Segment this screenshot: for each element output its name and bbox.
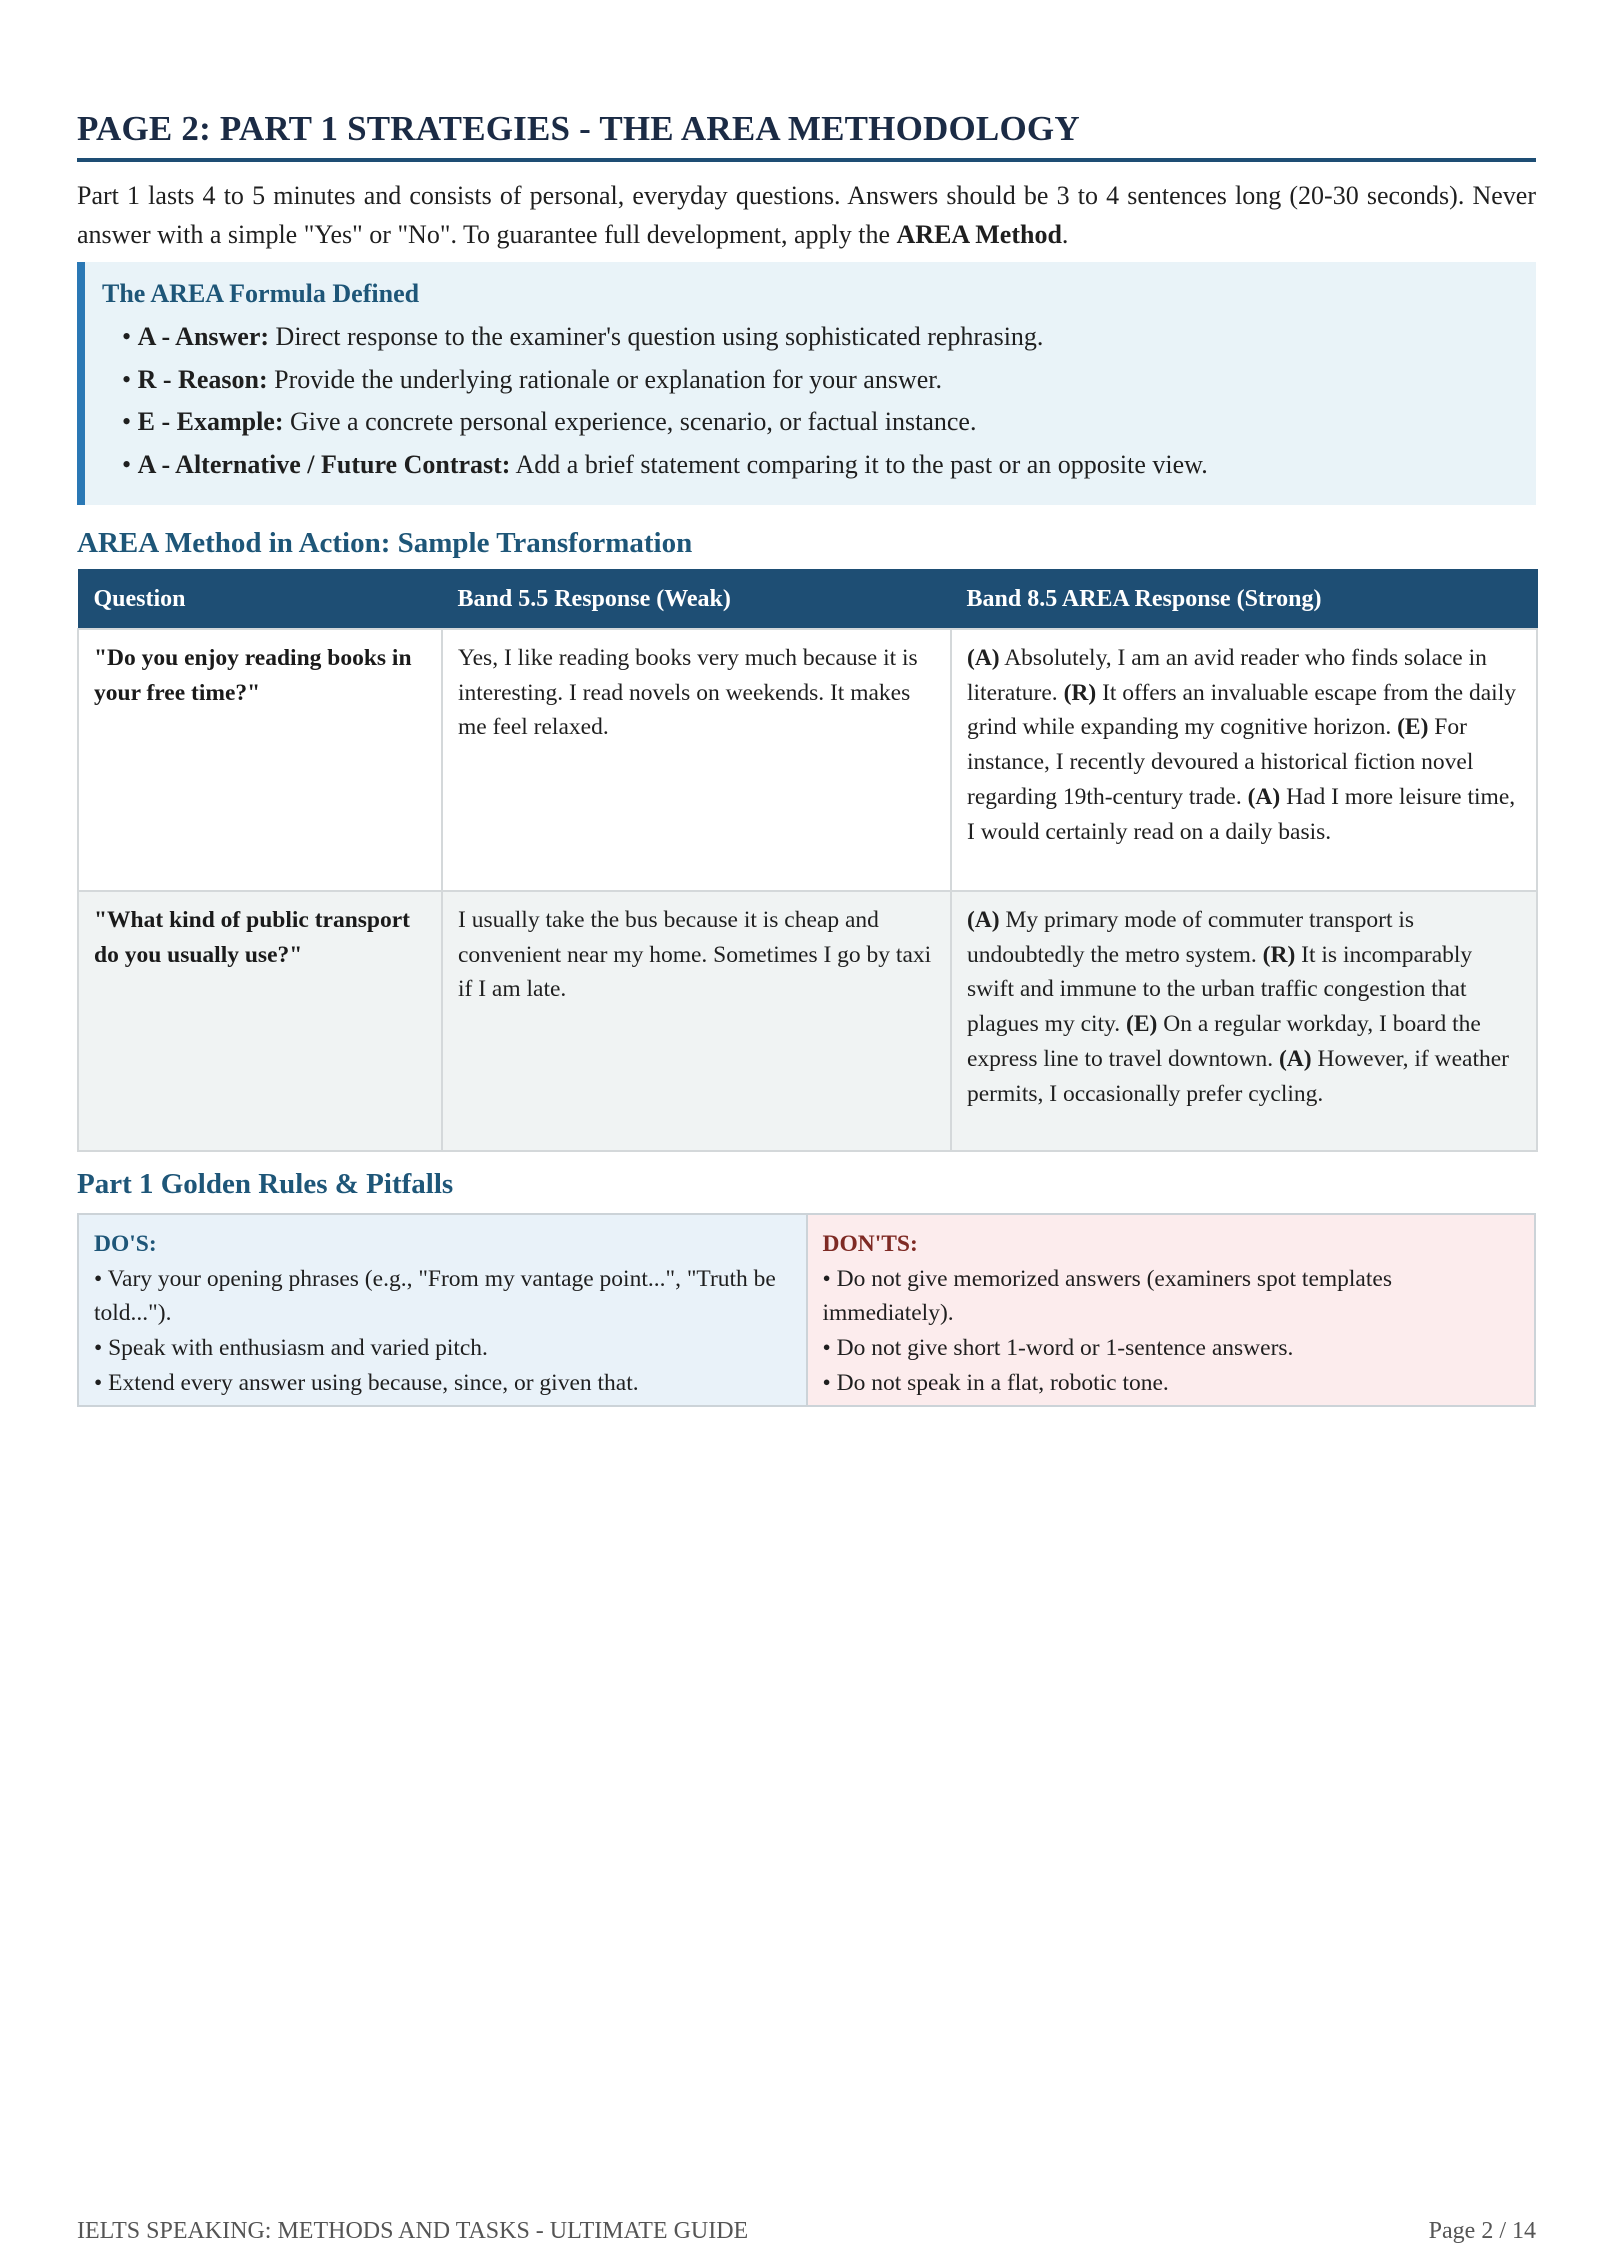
- area-tag: (R): [1262, 941, 1296, 968]
- strong-response-cell: [951, 891, 1537, 1151]
- rules-panel: [77, 1213, 1536, 1407]
- formula-item-label: E - Example:: [137, 407, 284, 436]
- formula-item-label: A - Alternative / Future Contrast:: [137, 449, 511, 479]
- column-header: Band 5.5 Response (Weak): [442, 570, 951, 630]
- formula-item: • E - Example: Give a concrete personal experience, scenario, or factual instance.: [122, 407, 977, 436]
- column-header: Question: [78, 570, 442, 630]
- dos-item: • Speak with enthusiasm and varied pitch.: [94, 1335, 488, 1362]
- footer-page-number: Page 2 / 14: [1428, 2218, 1536, 2244]
- rules-heading: Part 1 Golden Rules & Pitfalls: [77, 1168, 454, 1200]
- table-header-row: [78, 570, 1537, 630]
- donts-item: • Do not speak in a flat, robotic tone.: [822, 1369, 1169, 1396]
- area-tag: (E): [1126, 1011, 1158, 1038]
- formula-list: [102, 316, 1536, 486]
- area-text: However, if weather permits, I occasionally prefer cycling.: [967, 1045, 1510, 1107]
- area-text: For instance, I recently devoured a historical fiction novel regarding 19th-century trade.: [967, 714, 1474, 810]
- sample-table: [77, 569, 1538, 1152]
- donts-item: • Do not give memorized answers (examiners spot templates immediately).: [822, 1265, 1392, 1327]
- dos-item: • Vary your opening phrases (e.g., "From my vantage point...", "Truth be told...").: [94, 1265, 776, 1327]
- table-row: [78, 891, 1537, 1151]
- area-formula-callout: [77, 262, 1536, 505]
- area-text: It offers an invaluable escape from the daily grind while expanding my cognitive horizon.: [967, 679, 1516, 741]
- donts-item: • Do not give short 1-word or 1-sentence answers.: [822, 1335, 1294, 1362]
- area-text: Had I more leisure time, I would certainly read on a daily basis.: [967, 783, 1516, 845]
- formula-item-text: Give a concrete personal experience, scenario, or factual instance.: [283, 407, 977, 436]
- callout-heading: The AREA Formula Defined: [102, 279, 420, 308]
- footer-guide-title: IELTS SPEAKING: METHODS AND TASKS - ULTIMATE GUIDE: [77, 2218, 749, 2244]
- formula-item-text: Add a brief statement comparing it to the past or an opposite view.: [510, 449, 1208, 479]
- area-tag: (A): [967, 907, 1000, 933]
- dos-heading: DO'S:: [94, 1231, 157, 1257]
- intro-paragraph: [77, 176, 1536, 254]
- intro-bold: AREA Method: [896, 220, 1062, 249]
- area-tag: (A): [967, 645, 1000, 671]
- question-cell: "Do you enjoy reading books in your free time?": [78, 629, 442, 891]
- question-cell: "What kind of public transport do you usually use?": [78, 891, 442, 1151]
- sample-heading: AREA Method in Action: Sample Transformation: [77, 527, 693, 559]
- page-footer: [77, 2218, 1536, 2245]
- table-row: [78, 629, 1537, 891]
- area-tag: (A): [1247, 783, 1281, 810]
- donts-heading: DON'TS:: [822, 1231, 918, 1257]
- area-text: My primary mode of commuter transport is undoubtedly the metro system.: [967, 907, 1415, 968]
- formula-item-text: Direct response to the examiner's question using sophisticated rephrasing.: [269, 322, 1044, 351]
- column-header: Band 8.5 AREA Response (Strong): [951, 570, 1537, 630]
- formula-item: • R - Reason: Provide the underlying rationale or explanation for your answer.: [122, 364, 942, 394]
- area-tag: (E): [1397, 714, 1429, 741]
- area-text: It is incomparably swift and immune to the urban traffic congestion that plagues my city.: [967, 941, 1473, 1038]
- area-tag: (A): [1278, 1045, 1312, 1072]
- intro-end: .: [1061, 220, 1069, 249]
- dos-column: [77, 1213, 808, 1407]
- intro-text: Part 1 lasts 4 to 5 minutes and consists of personal, everyday questions. Answers should be 3 to 4 sentences long (20-30 seconds). Never answer with a simple "Yes" or "No". To guarantee full development, apply the: [77, 181, 1536, 249]
- formula-item: • A - Alternative / Future Contrast: Add a brief statement comparing it to the past or an opposite view.: [122, 449, 1208, 479]
- weak-response-cell: Yes, I like reading books very much because it is interesting. I read novels on weekends. It makes me feel relaxed.: [442, 629, 951, 891]
- area-text: Absolutely, I am an avid reader who finds solace in literature.: [967, 645, 1487, 706]
- page-title: PAGE 2: PART 1 STRATEGIES - THE AREA METHODOLOGY: [77, 108, 1536, 162]
- area-tag: (R): [1063, 679, 1097, 706]
- formula-item-label: A - Answer:: [137, 322, 270, 351]
- formula-item-text: Provide the underlying rationale or explanation for your answer.: [267, 364, 942, 394]
- donts-column: [808, 1213, 1537, 1407]
- strong-response-cell: [951, 629, 1537, 891]
- dos-item: • Extend every answer using because, since, or given that.: [94, 1369, 639, 1396]
- formula-item-label: R - Reason:: [137, 364, 268, 394]
- area-text: On a regular workday, I board the express line to travel downtown.: [967, 1011, 1481, 1072]
- formula-item: • A - Answer: Direct response to the examiner's question using sophisticated rephrasing.: [122, 322, 1044, 351]
- weak-response-cell: I usually take the bus because it is cheap and convenient near my home. Sometimes I go by taxi if I am late.: [442, 891, 951, 1151]
